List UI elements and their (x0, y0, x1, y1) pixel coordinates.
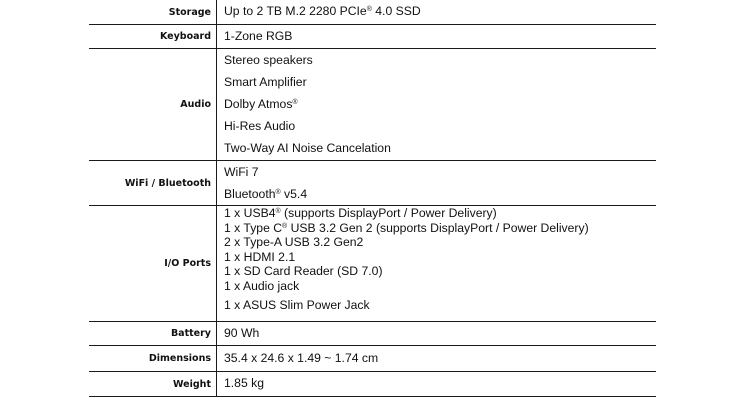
spec-value (217, 25, 656, 48)
registered-mark: ® (275, 189, 281, 196)
spec-label: Dimensions (89, 346, 217, 371)
spec-text: Bluetooth (224, 187, 276, 201)
spec-text: 35.4 x 24.6 x 1.49 ~ 1.74 cm (224, 351, 379, 365)
spec-value (217, 372, 656, 396)
spec-text: USB 3.2 Gen 2 (supports DisplayPort / Power Delivery) (287, 220, 589, 235)
spec-value (217, 206, 656, 321)
spec-text: 4.0 SSD (371, 4, 421, 18)
spec-text: 90 Wh (224, 326, 260, 340)
spec-row-io-ports (89, 206, 656, 322)
spec-text: v5.4 (280, 187, 308, 201)
spec-value (217, 0, 656, 24)
spec-label: WiFi / Bluetooth (89, 161, 217, 205)
spec-text: 1 x HDMI 2.1 (224, 249, 296, 264)
spec-text: (supports DisplayPort / Power Delivery) (280, 206, 497, 220)
spec-value (217, 49, 656, 160)
spec-text: 2 x Type-A USB 3.2 Gen2 (224, 235, 364, 249)
spec-row-battery (89, 322, 656, 346)
spec-text: Hi-Res Audio (224, 119, 296, 133)
spec-row-weight (89, 372, 656, 397)
spec-row-keyboard (89, 25, 656, 49)
spec-text: 1 x ASUS Slim Power Jack (224, 298, 370, 312)
spec-label: Battery (89, 322, 217, 345)
spec-text: WiFi 7 (224, 165, 259, 179)
spec-label: Storage (89, 0, 217, 24)
spec-value (217, 322, 656, 345)
spec-text: 1 x Type C (224, 220, 283, 235)
spec-text: 1 x Audio jack (224, 278, 300, 293)
spec-text: Dolby Atmos (224, 97, 293, 111)
spec-table (89, 0, 656, 397)
registered-mark: ® (292, 99, 298, 106)
spec-label: I/O Ports (89, 206, 217, 321)
spec-text: 1.85 kg (224, 376, 264, 390)
spec-row-dimensions (89, 346, 656, 372)
spec-row-wifi-bluetooth (89, 161, 656, 206)
spec-label: Weight (89, 372, 217, 396)
spec-text: 1 x USB4 (224, 206, 276, 220)
spec-text: Up to 2 TB M.2 2280 PCIe (224, 4, 367, 18)
spec-text: 1 x SD Card Reader (SD 7.0) (224, 264, 383, 278)
registered-mark: ® (275, 208, 281, 215)
spec-label: Audio (89, 49, 217, 160)
spec-text: 1-Zone RGB (224, 29, 293, 43)
spec-text: Two-Way AI Noise Cancelation (224, 141, 391, 155)
spec-row-audio (89, 49, 656, 161)
registered-mark: ® (282, 222, 288, 230)
spec-value (217, 161, 656, 205)
spec-label: Keyboard (89, 25, 217, 48)
spec-text: Smart Amplifier (224, 75, 307, 89)
spec-text: Stereo speakers (224, 53, 313, 67)
spec-value (217, 346, 656, 371)
registered-mark: ® (366, 6, 372, 13)
spec-row-storage (89, 0, 656, 25)
